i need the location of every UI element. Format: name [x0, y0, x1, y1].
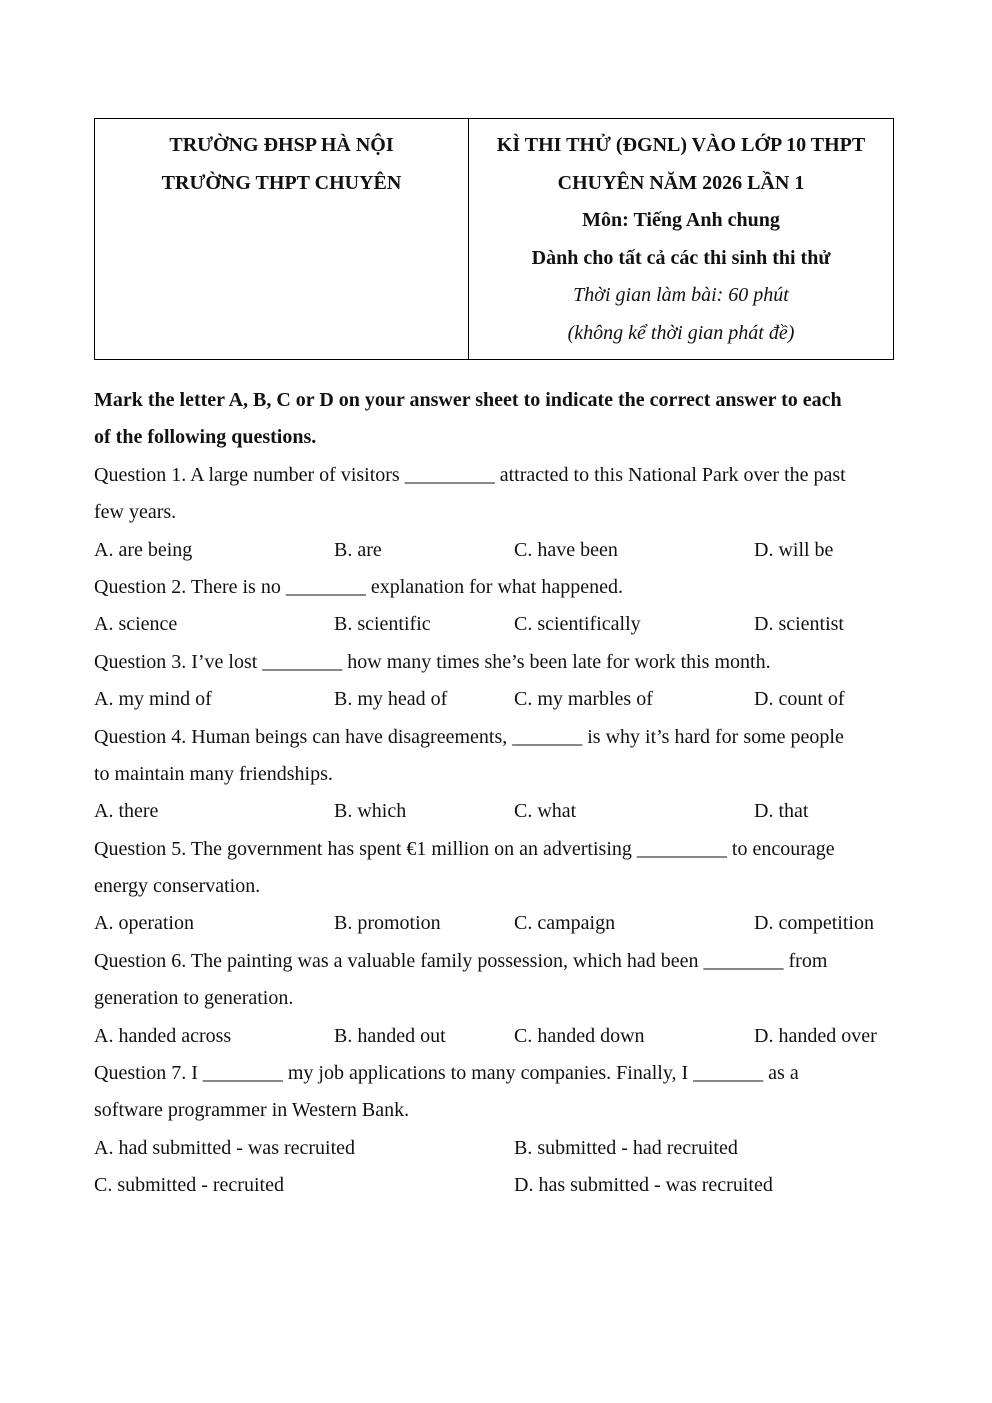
- question-1-line-1: Question 1. A large number of visitors _________ attracted to this National Park over the past: [94, 463, 846, 486]
- question-1-line-2: few years.: [94, 501, 177, 524]
- exam-header: [94, 118, 894, 360]
- question-1-option-d[interactable]: D. will be: [754, 538, 834, 561]
- question-4-line-1: Question 4. Human beings can have disagreements, _______ is why it’s hard for some people: [94, 725, 844, 748]
- question-6-option-c[interactable]: C. handed down: [514, 1024, 645, 1047]
- question-4-options: [94, 793, 898, 830]
- exam-title-line-2: CHUYÊN NĂM 2026 LẦN 1: [557, 171, 805, 194]
- question-7-line-1: Question 7. I ________ my job applications to many companies. Finally, I _______ as a: [94, 1062, 799, 1085]
- question-5-option-b[interactable]: B. promotion: [334, 912, 441, 935]
- question-3-option-c[interactable]: C. my marbles of: [514, 688, 653, 711]
- school-name-block: [95, 119, 469, 359]
- question-6-line-1: Question 6. The painting was a valuable family possession, which had been ________ from: [94, 949, 828, 972]
- instruction-text-1: Mark the letter A, B, C or D on your answer sheet to indicate the correct answer to each: [94, 389, 842, 411]
- question-5-options: [94, 905, 898, 942]
- question-5-option-d[interactable]: D. competition: [754, 912, 874, 935]
- exam-content: [94, 382, 898, 1205]
- question-6-option-a[interactable]: A. handed across: [94, 1024, 232, 1047]
- question-7-line-2: software programmer in Western Bank.: [94, 1099, 410, 1122]
- question-6-option-d[interactable]: D. handed over: [754, 1024, 877, 1047]
- question-3-option-b[interactable]: B. my head of: [334, 688, 448, 711]
- question-2-option-b[interactable]: B. scientific: [334, 613, 431, 636]
- question-6-line-2: generation to generation.: [94, 987, 294, 1010]
- question-3-option-d[interactable]: D. count of: [754, 688, 845, 711]
- question-4-option-b[interactable]: B. which: [334, 800, 407, 823]
- question-3-options: [94, 681, 898, 718]
- question-2-line-1: Question 2. There is no ________ explanation for what happened.: [94, 575, 623, 598]
- university-name: TRƯỜNG ĐHSP HÀ NỘI: [169, 134, 394, 156]
- exam-subject: Môn: Tiếng Anh chung: [582, 209, 780, 232]
- question-7-option-b[interactable]: B. submitted - had recruited: [514, 1136, 738, 1159]
- exam-title-line-1: KÌ THI THỬ (ĐGNL) VÀO LỚP 10 THPT: [496, 134, 866, 156]
- question-4-option-d[interactable]: D. that: [754, 800, 809, 823]
- question-1-option-b[interactable]: B. are: [334, 538, 382, 561]
- question-7-option-c[interactable]: C. submitted - recruited: [94, 1174, 284, 1197]
- question-7-options-row-1: [94, 1130, 898, 1167]
- question-7-option-d[interactable]: D. has submitted - was recruited: [514, 1174, 773, 1197]
- question-5-line-1: Question 5. The government has spent €1 million on an advertising _________ to encourage: [94, 837, 835, 860]
- question-7-options-row-2: [94, 1167, 898, 1204]
- exam-time: Thời gian làm bài: 60 phút: [573, 284, 789, 307]
- question-6-option-b[interactable]: B. handed out: [334, 1024, 446, 1047]
- question-1-options: [94, 532, 898, 569]
- exam-info-block: [469, 119, 893, 359]
- question-5-option-c[interactable]: C. campaign: [514, 912, 616, 935]
- question-7-option-a[interactable]: A. had submitted - was recruited: [94, 1136, 356, 1159]
- question-1-option-a[interactable]: A. are being: [94, 538, 193, 561]
- question-5-option-a[interactable]: A. operation: [94, 912, 194, 935]
- question-3-line-1: Question 3. I’ve lost ________ how many times she’s been late for work this month.: [94, 650, 771, 673]
- exam-time-note: (không kể thời gian phát đề): [567, 321, 795, 344]
- question-2-option-c[interactable]: C. scientifically: [514, 613, 641, 636]
- question-2-option-d[interactable]: D. scientist: [754, 613, 844, 636]
- exam-audience: Dành cho tất cả các thi sinh thi thử: [531, 246, 831, 269]
- question-1-option-c[interactable]: C. have been: [514, 538, 618, 561]
- question-5-line-2: energy conservation.: [94, 875, 261, 898]
- school-name: TRƯỜNG THPT CHUYÊN: [161, 171, 402, 194]
- question-2-option-a[interactable]: A. science: [94, 613, 178, 636]
- instruction-line-1: [94, 382, 898, 419]
- question-6-options: [94, 1018, 898, 1055]
- question-4-option-c[interactable]: C. what: [514, 800, 577, 823]
- question-4-option-a[interactable]: A. there: [94, 800, 159, 823]
- question-4-line-2: to maintain many friendships.: [94, 762, 333, 785]
- question-3-option-a[interactable]: A. my mind of: [94, 688, 212, 711]
- question-2-options: [94, 606, 898, 643]
- instruction-line-2: of the following questions.: [94, 426, 317, 449]
